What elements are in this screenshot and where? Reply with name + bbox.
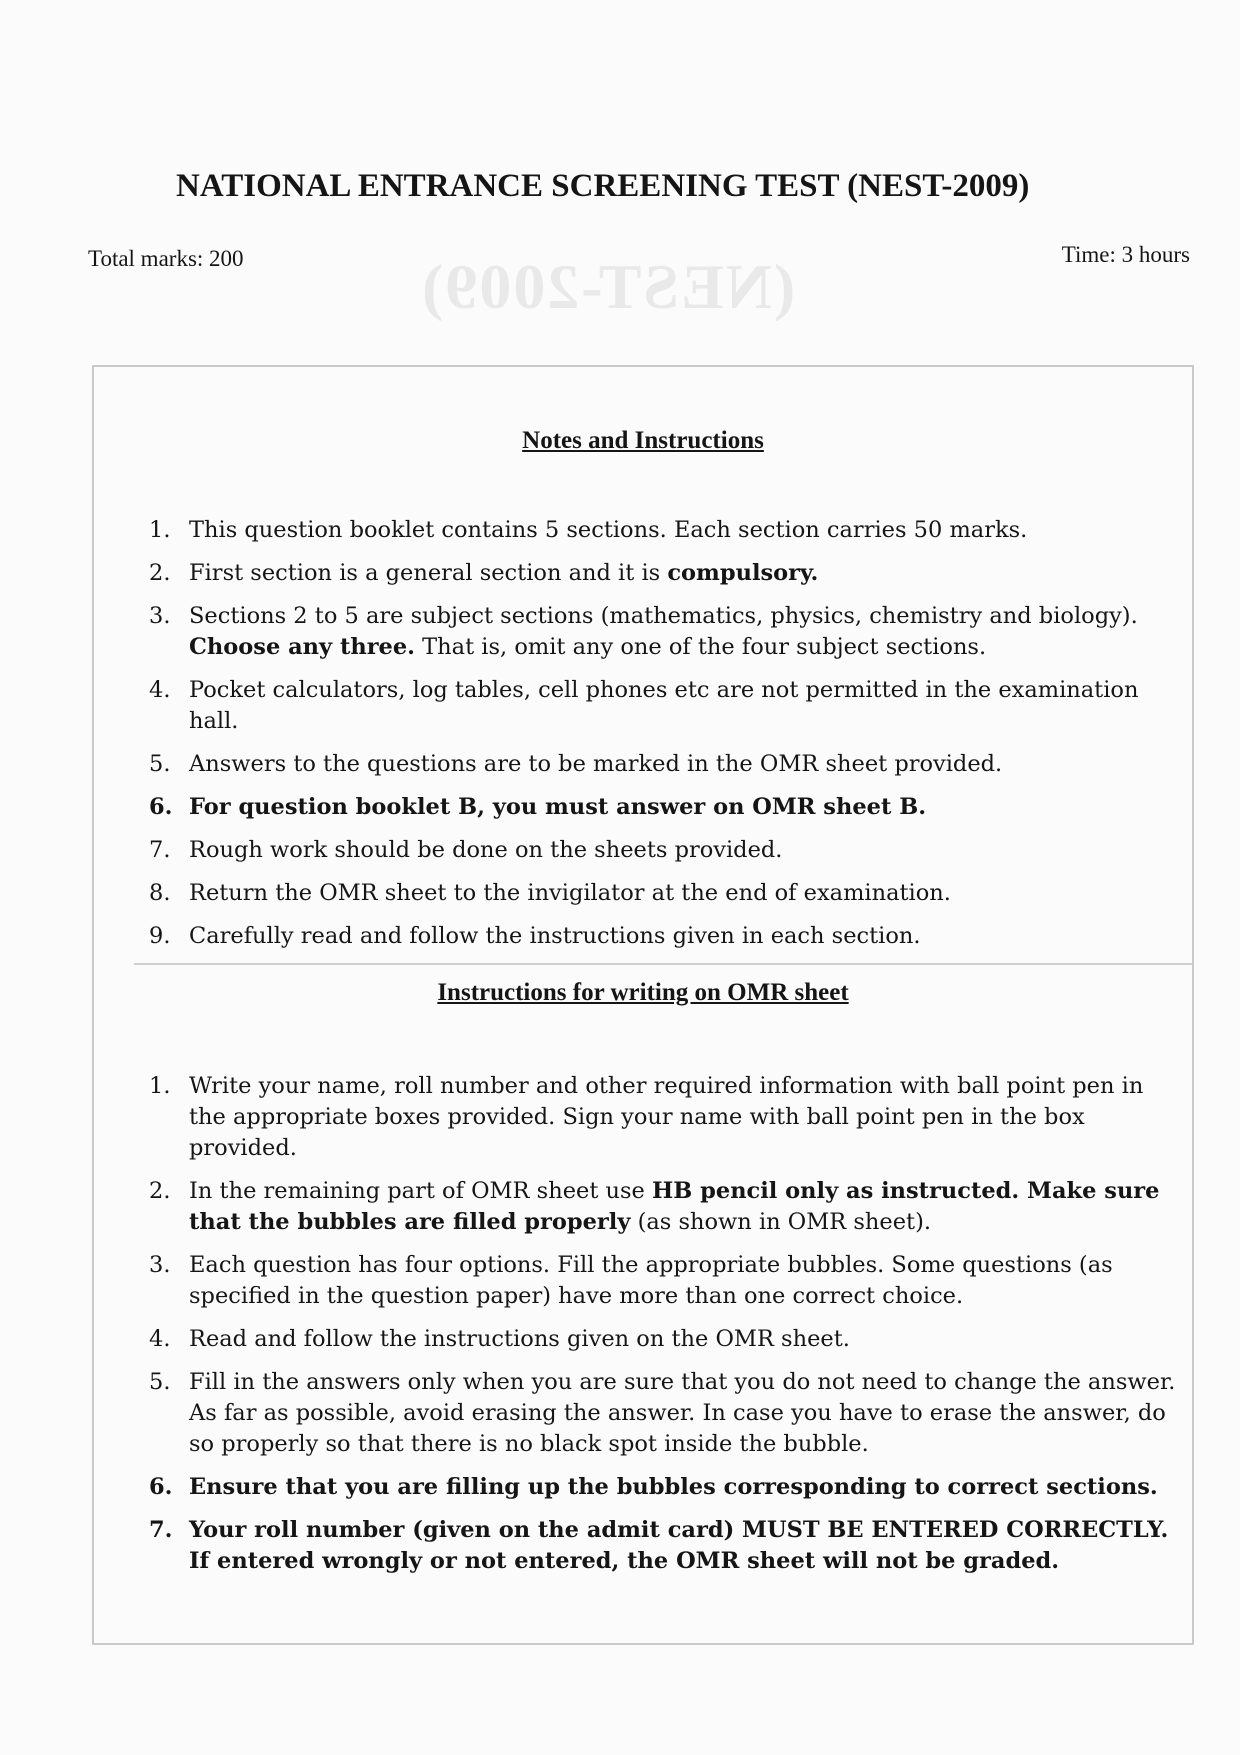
omr-item	[94, 1071, 1192, 1164]
notes-item	[94, 921, 1192, 952]
notes-list	[94, 515, 1192, 964]
notes-item	[94, 749, 1192, 780]
notes-item	[94, 515, 1192, 546]
item-text: First section is a general section and it is	[189, 560, 668, 586]
item-text-bold: compulsory.	[667, 560, 819, 586]
item-text: Answers to the questions are to be marked in the OMR sheet provided.	[189, 751, 1003, 777]
omr-item	[94, 1250, 1192, 1312]
time-limit: Time: 3 hours	[1061, 242, 1190, 267]
omr-list	[94, 1071, 1192, 1589]
item-number: 3.	[149, 1252, 171, 1278]
notes-item	[94, 601, 1192, 663]
item-text-bold: Your roll number (given on the admit card) MUST BE ENTERED CORRECTLY. If entered wrongly or not entered, the OMR sheet will not be graded.	[189, 1517, 1169, 1574]
item-text-bold: HB pencil only as instructed. Make sure that the bubbles are filled properly	[189, 1178, 1160, 1235]
item-text: Read and follow the instructions given on the OMR sheet.	[189, 1326, 850, 1352]
item-text: (as shown in OMR sheet).	[630, 1209, 932, 1235]
item-number: 9.	[149, 923, 171, 949]
item-number: 6.	[149, 794, 173, 820]
total-marks: Total marks: 200	[88, 246, 244, 271]
item-number: 5.	[149, 1369, 171, 1395]
watermark: (NEST-2009)	[420, 251, 796, 322]
section-divider	[134, 963, 1192, 965]
item-text: Pocket calculators, log tables, cell phones etc are not permitted in the examination hall.	[189, 677, 1139, 734]
omr-heading: Instructions for writing on OMR sheet	[437, 979, 849, 1006]
item-number: 2.	[149, 560, 171, 586]
item-number: 2.	[149, 1178, 171, 1204]
notes-item	[94, 792, 1192, 823]
omr-item	[94, 1367, 1192, 1460]
omr-item	[94, 1324, 1192, 1355]
item-text-bold: Choose any three.	[189, 634, 416, 660]
instructions-box	[92, 365, 1194, 1645]
item-text: That is, omit any one of the four subject sections.	[415, 634, 987, 660]
page-title: NATIONAL ENTRANCE SCREENING TEST (NEST-2009)	[176, 168, 1030, 204]
notes-item	[94, 558, 1192, 589]
notes-item	[94, 878, 1192, 909]
item-number: 1.	[149, 1073, 171, 1099]
item-text: Carefully read and follow the instructions given in each section.	[189, 923, 921, 949]
omr-item	[94, 1515, 1192, 1577]
item-number: 3.	[149, 603, 171, 629]
notes-item	[94, 835, 1192, 866]
item-text: Each question has four options. Fill the appropriate bubbles. Some questions (as specified in the question paper) have more than one correct choice.	[189, 1252, 1113, 1309]
item-number: 5.	[149, 751, 171, 777]
item-text: In the remaining part of OMR sheet use	[189, 1178, 653, 1204]
item-text: Return the OMR sheet to the invigilator at the end of examination.	[189, 880, 951, 906]
item-number: 1.	[149, 517, 171, 543]
item-number: 4.	[149, 677, 171, 703]
item-number: 8.	[149, 880, 171, 906]
item-text-bold: For question booklet B, you must answer on OMR sheet B.	[189, 794, 927, 820]
item-text: Fill in the answers only when you are sure that you do not need to change the answer. As far as possible, avoid erasing the answer. In case you have to erase the answer, do so properly so that there is no black spot inside the bubble.	[189, 1369, 1176, 1457]
notes-item	[94, 675, 1192, 737]
item-text: Sections 2 to 5 are subject sections (mathematics, physics, chemistry and biology).	[189, 603, 1138, 629]
item-number: 7.	[149, 837, 171, 863]
omr-item	[94, 1176, 1192, 1238]
item-text: Rough work should be done on the sheets provided.	[189, 837, 783, 863]
item-number: 6.	[149, 1474, 173, 1500]
omr-item	[94, 1472, 1192, 1503]
item-number: 4.	[149, 1326, 171, 1352]
item-text: Write your name, roll number and other required information with ball point pen in the appropriate boxes provided. Sign your name with ball point pen in the box provided.	[189, 1073, 1144, 1161]
notes-heading: Notes and Instructions	[522, 427, 764, 454]
item-number: 7.	[149, 1517, 173, 1543]
item-text-bold: Ensure that you are filling up the bubbles corresponding to correct sections.	[189, 1474, 1158, 1500]
item-text: This question booklet contains 5 sections. Each section carries 50 marks.	[189, 517, 1028, 543]
